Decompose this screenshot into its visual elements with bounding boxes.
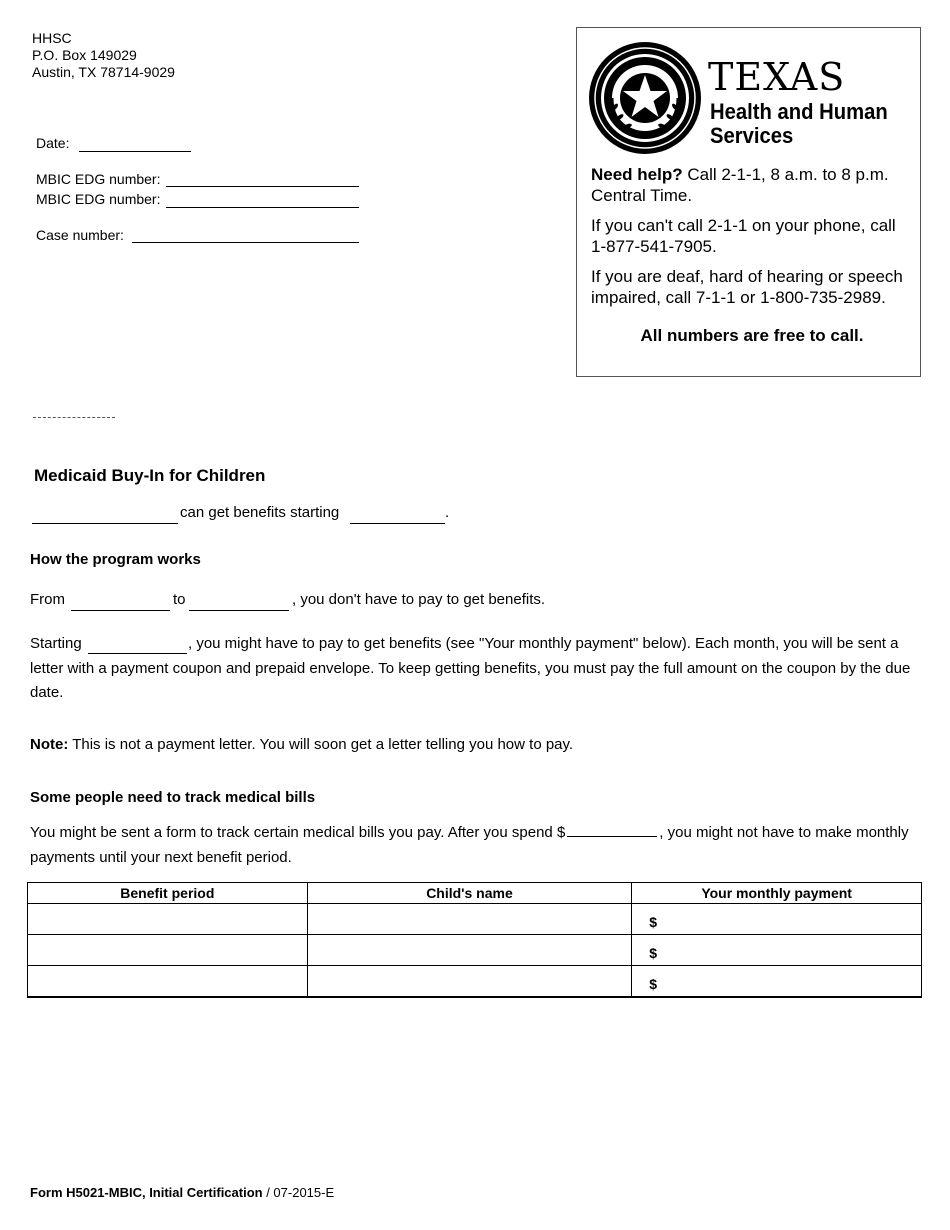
medical-heading: Some people need to track medical bills [30,789,316,806]
note-text: This is not a payment letter. You will soon get a letter telling you how to pay. [68,736,574,753]
mbic-edg-field-1[interactable] [166,186,359,187]
cell-childs-name[interactable] [307,966,632,998]
help-line-4: All numbers are free to call. [640,326,864,345]
help-lead: Need help? [591,165,683,184]
table-row [28,904,922,935]
eligibility-text: can get benefits starting [180,504,340,521]
note-label: Note: [30,736,69,753]
to-date-field[interactable] [189,610,289,611]
starting-label: Starting [30,635,82,652]
form-version: / 07-2015-E [262,1185,335,1200]
case-number-label: Case number: [36,227,124,243]
header-benefit-period: Benefit period [28,883,308,904]
mbic-edg-label-1: MBIC EDG number: [36,171,161,187]
logo-line-3: Services [710,123,794,148]
no-pay-text: , you don't have to pay to get benefits. [292,591,546,608]
page-title: Medicaid Buy-In for Children [34,466,266,485]
header-childs-name: Child's name [307,883,632,904]
to-label: to [173,591,186,608]
help-line-2: If you can't call 2-1-1 on your phone, call 1-877-541-7905. [591,216,896,256]
date-label: Date: [36,135,70,151]
help-box [576,27,921,377]
cell-monthly-payment[interactable]: $ [632,904,922,935]
address-org: HHSC [32,30,72,46]
benefits-table [27,882,922,998]
address-city: Austin, TX 78714-9029 [32,64,175,80]
medical-text-2: , you might not have to make monthly payments until your next benefit period. [30,824,909,866]
help-line-1-text: Call 2-1-1, 8 a.m. to 8 p.m. Central Time. [591,165,889,205]
starting-paragraph: , you might have to pay to get benefits (see "Your monthly payment" below). Each month, you will be sent a letter with a payment coupon and prepaid envelope. To keep getting benefits, you must pay the full amount on the coupon by the due date. [30,635,911,701]
note-paragraph [30,736,573,753]
starting-date-field[interactable] [88,653,187,654]
cell-benefit-period[interactable] [28,966,308,998]
cell-benefit-period[interactable] [28,904,308,935]
from-date-field[interactable] [71,610,170,611]
program-heading: How the program works [30,551,201,568]
medical-paragraph [30,821,920,870]
table-header-row [28,883,922,904]
logo-agency [710,100,888,148]
from-label: From [30,591,65,608]
help-line-3: If you are deaf, hard of hearing or speech impaired, call 7-1-1 or 1-800-735-2989. [591,267,903,307]
spend-amount-field[interactable] [567,822,657,837]
barcode-mark [33,417,115,418]
logo-texas: TEXAS [708,55,846,99]
cell-childs-name[interactable] [307,935,632,966]
header-monthly-payment: Your monthly payment [632,883,922,904]
table-row [28,935,922,966]
cell-monthly-payment[interactable]: $ [632,935,922,966]
date-field[interactable] [79,151,191,152]
mbic-edg-label-2: MBIC EDG number: [36,191,161,207]
cell-monthly-payment[interactable]: $ [632,966,922,998]
address-po-box: P.O. Box 149029 [32,47,137,63]
table-row [28,966,922,998]
logo-line-2: Health and Human [710,99,888,124]
mbic-edg-field-2[interactable] [166,207,359,208]
case-number-field[interactable] [132,242,359,243]
texas-seal-icon [588,41,702,155]
form-footer [30,1185,334,1200]
start-date-field[interactable] [350,523,445,524]
medical-text-1: You might be sent a form to track certain medical bills you pay. After you spend $ [30,824,566,841]
help-text [591,164,913,346]
return-address [32,30,175,81]
form-id: Form H5021-MBIC, Initial Certification [30,1185,263,1200]
help-line-1 [591,164,913,206]
child-name-field[interactable] [32,523,178,524]
eligibility-period: . [445,504,450,521]
cell-benefit-period[interactable] [28,935,308,966]
cell-childs-name[interactable] [307,904,632,935]
